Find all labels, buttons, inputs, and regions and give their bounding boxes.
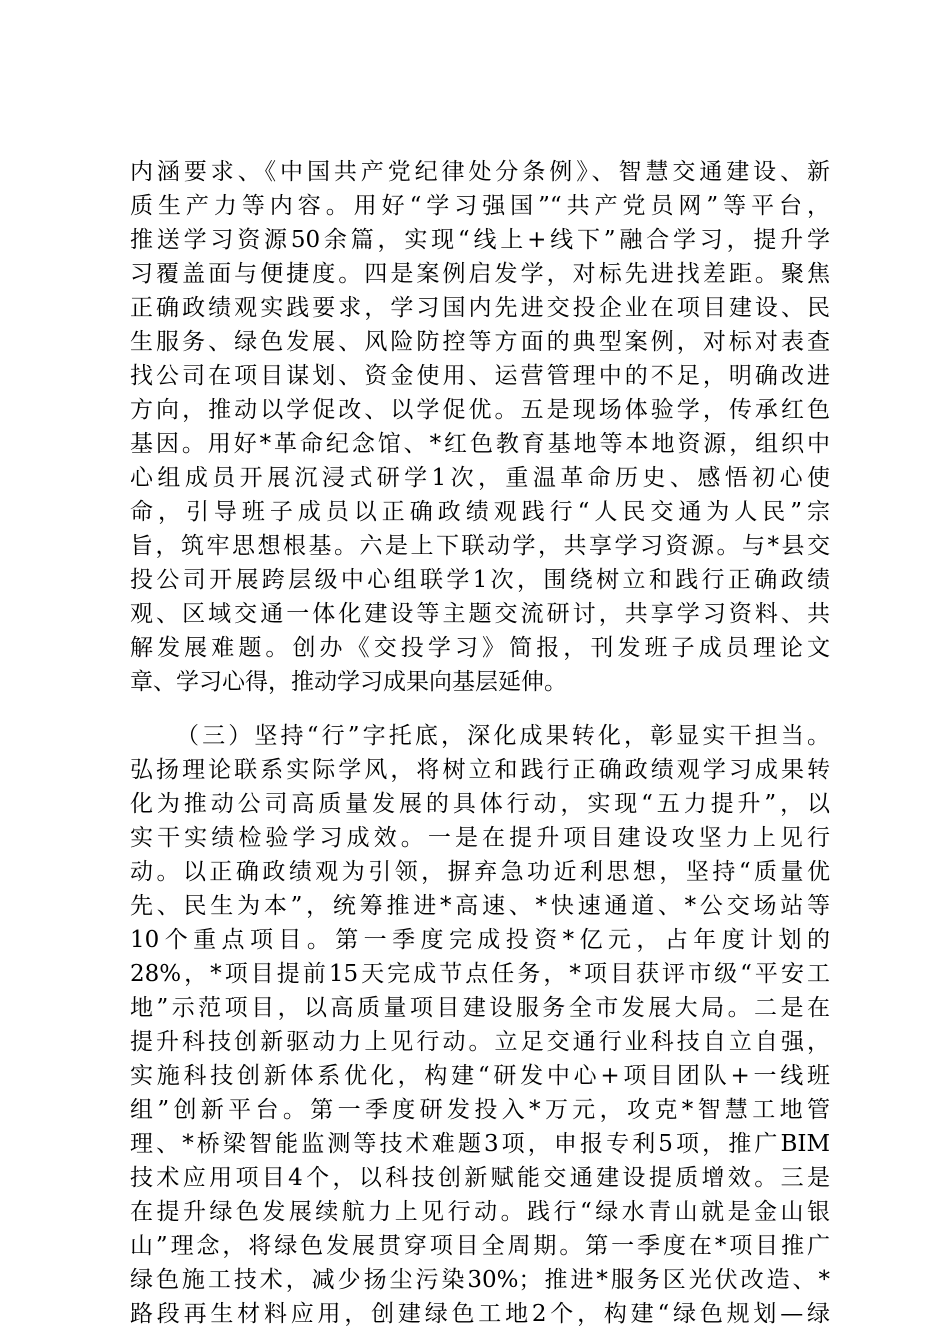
text-line: 生服务、绿色发展、风险防控等方面的典型案例，对标对表查 (130, 329, 830, 355)
text-line: 实施科技创新体系优化，构建“研发中心+项目团队+一线班 (130, 1063, 830, 1089)
text-line: 在提升绿色发展续航力上见行动。践行“绿水青山就是金山银 (130, 1199, 830, 1225)
text-line: 正确政绩观实践要求，学习国内先进交投企业在项目建设、民 (130, 295, 830, 321)
section-heading-line: （三）坚持“行”字托底，深化成果转化，彰显实干担当。 (176, 723, 830, 749)
text-line: 化为推动公司高质量发展的具体行动，实现“五力提升”，以 (130, 791, 830, 817)
text-line: 山”理念，将绿色发展贯穿项目全周期。第一季度在*项目推广 (130, 1233, 830, 1259)
text-line: 地”示范项目，以高质量项目建设服务全市发展大局。二是在 (130, 995, 830, 1021)
text-line: 观、区域交通一体化建设等主题交流研讨，共享学习资料、共 (130, 601, 830, 627)
text-line: 投公司开展跨层级中心组联学1次，围绕树立和践行正确政绩 (130, 567, 830, 593)
text-line: 找公司在项目谋划、资金使用、运营管理中的不足，明确改进 (130, 363, 830, 389)
text-line: 内涵要求、《中国共产党纪律处分条例》、智慧交通建设、新 (130, 159, 830, 185)
text-line: 动。以正确政绩观为引领，摒弃急功近利思想，坚持“质量优 (130, 859, 830, 885)
text-line: 质生产力等内容。用好“学习强国”“共产党员网”等平台， (130, 193, 830, 219)
text-line: 组”创新平台。第一季度研发投入*万元，攻克*智慧工地管 (130, 1097, 830, 1123)
text-line: 10个重点项目。第一季度完成投资*亿元，占年度计划的 (130, 927, 830, 953)
text-line: 解发展难题。创办《交投学习》简报，刊发班子成员理论文 (130, 635, 830, 661)
text-line: 绿色施工技术，减少扬尘污染30%；推进*服务区光伏改造、* (130, 1267, 830, 1293)
text-line: 旨，筑牢思想根基。六是上下联动学，共享学习资源。与*县交 (130, 533, 830, 559)
text-line: 弘扬理论联系实际学风，将树立和践行正确政绩观学习成果转 (130, 757, 830, 783)
text-line: 习覆盖面与便捷度。四是案例启发学，对标先进找差距。聚焦 (130, 261, 830, 287)
text-line: 基因。用好*革命纪念馆、*红色教育基地等本地资源，组织中 (130, 431, 830, 457)
text-line: 命，引导班子成员以正确政绩观践行“人民交通为人民”宗 (130, 499, 830, 525)
text-line: 方向，推动以学促改、以学促优。五是现场体验学，传承红色 (130, 397, 830, 423)
text-line: 心组成员开展沉浸式研学1次，重温革命历史、感悟初心使 (130, 465, 830, 491)
text-line: 章、学习心得，推动学习成果向基层延伸。 (130, 669, 567, 695)
text-line: 先、民生为本”，统筹推进*高速、*快速通道、*公交场站等 (130, 893, 830, 919)
text-line: 路段再生材料应用，创建绿色工地2个，构建“绿色规划—绿 (130, 1301, 830, 1327)
text-line: 理、*桥梁智能监测等技术难题3项，申报专利5项，推广BIM (130, 1131, 830, 1157)
text-line: 提升科技创新驱动力上见行动。立足交通行业科技自立自强， (130, 1029, 830, 1055)
text-line: 28%，*项目提前15天完成节点任务，*项目获评市级“平安工 (130, 961, 830, 987)
text-line: 实干实绩检验学习成效。一是在提升项目建设攻坚力上见行 (130, 825, 830, 851)
text-line: 推送学习资源50余篇，实现“线上+线下”融合学习，提升学 (130, 227, 830, 253)
text-line: 技术应用项目4个，以科技创新赋能交通建设提质增效。三是 (130, 1165, 830, 1191)
